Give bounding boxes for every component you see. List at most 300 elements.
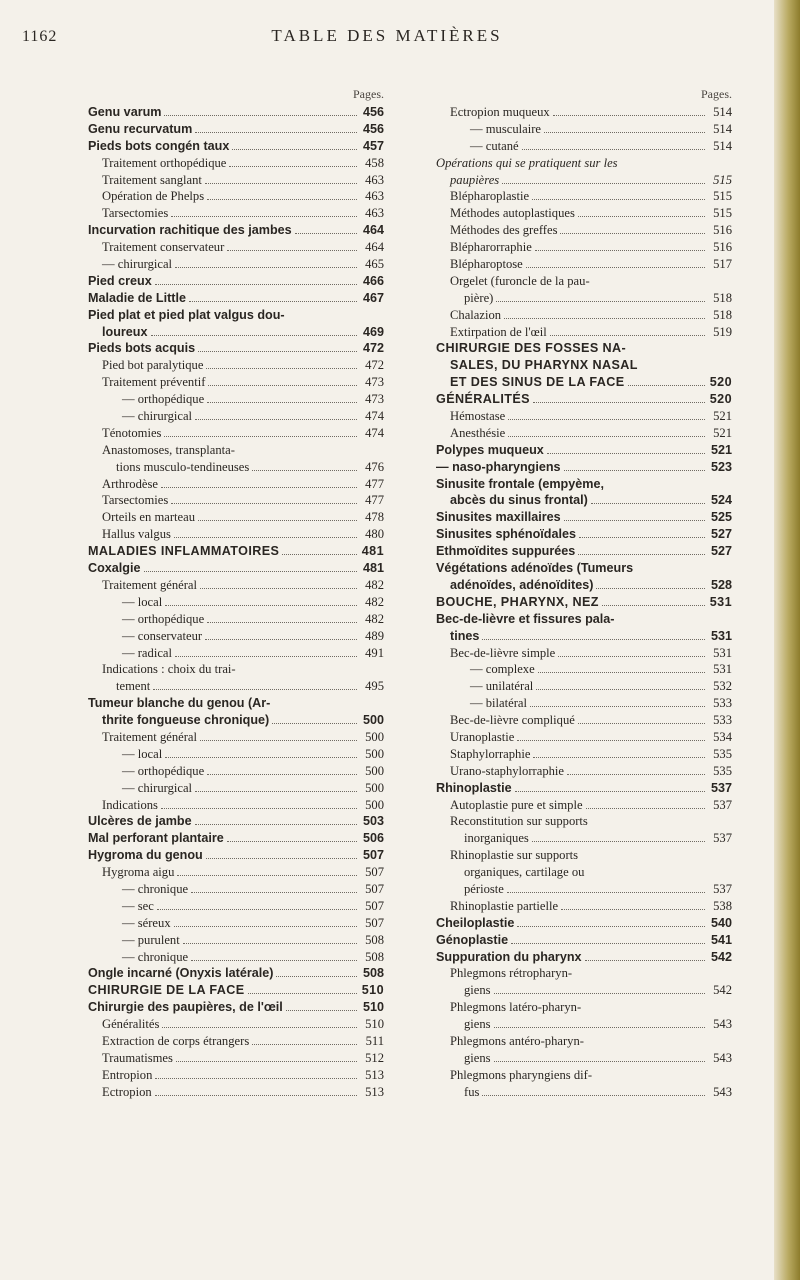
dot-leader xyxy=(155,1095,357,1096)
toc-entry-continuation xyxy=(436,577,732,593)
toc-entry-page: 506 xyxy=(362,831,384,846)
toc-entry-page: 464 xyxy=(362,223,384,238)
toc-entry-line xyxy=(450,104,732,120)
toc-entry-label: — cutané xyxy=(470,138,519,153)
toc-entry xyxy=(436,712,732,728)
toc-entry-page: 464 xyxy=(365,240,384,255)
dot-leader xyxy=(532,841,705,842)
toc-entry-page: 511 xyxy=(365,1033,384,1048)
dot-leader xyxy=(295,233,357,234)
toc-entry-label: CHIRURGIE DES FOSSES NA- xyxy=(436,341,627,356)
dot-leader xyxy=(153,689,357,690)
toc-entry-label: Opérations qui se pratiquent sur les xyxy=(436,155,618,170)
toc-entry-line xyxy=(102,1084,384,1100)
toc-entry-label: Traumatismes xyxy=(102,1050,173,1065)
toc-entry-line xyxy=(102,239,384,255)
toc-entry-label: — orthopédique xyxy=(122,611,205,626)
toc-entry-label: Hygroma aigu xyxy=(102,865,175,880)
dot-leader xyxy=(151,335,358,336)
toc-entry-line xyxy=(88,982,384,998)
dot-leader xyxy=(200,740,357,741)
toc-entry-line xyxy=(102,1033,384,1049)
toc-entry-line xyxy=(436,611,732,627)
toc-entry-label: — chirurgical xyxy=(122,780,193,795)
toc-entry-label: MALADIES INFLAMMATOIRES xyxy=(88,544,280,559)
toc-entry-label: Pied plat et pied plat valgus dou- xyxy=(88,307,285,322)
dot-leader xyxy=(227,250,357,251)
toc-entry-page: 507 xyxy=(365,881,384,896)
toc-entry xyxy=(88,661,384,694)
dot-leader xyxy=(585,960,705,961)
dot-leader xyxy=(174,537,357,538)
toc-entry-line xyxy=(122,763,384,779)
running-title: TABLE DES MATIÈRES xyxy=(271,26,503,45)
toc-entry xyxy=(88,172,384,188)
dot-leader xyxy=(502,183,705,184)
toc-entry-label: Traitement préventif xyxy=(102,375,206,390)
dot-leader xyxy=(538,672,705,673)
dot-leader xyxy=(198,351,357,352)
dot-leader xyxy=(536,689,705,690)
dot-leader xyxy=(564,520,705,521)
toc-entry-continuation xyxy=(88,324,384,340)
toc-entry-label: Ténotomies xyxy=(102,425,162,440)
toc-entry-page: 535 xyxy=(713,763,732,778)
toc-entry-label: organiques, cartilage ou xyxy=(464,865,585,880)
toc-entry-page: 532 xyxy=(713,679,732,694)
toc-entry-page: 516 xyxy=(713,223,732,238)
dot-leader xyxy=(533,402,705,403)
toc-entry xyxy=(436,273,732,306)
dot-leader xyxy=(174,926,357,927)
dot-leader xyxy=(164,115,357,116)
toc-entry-page: 463 xyxy=(365,206,384,221)
toc-entry xyxy=(88,864,384,880)
toc-entry-line xyxy=(450,222,732,238)
toc-entry xyxy=(88,273,384,289)
toc-entry xyxy=(88,813,384,829)
toc-entry-label: — local xyxy=(122,746,163,761)
toc-entry-page: 482 xyxy=(365,594,384,609)
dot-leader xyxy=(511,943,705,944)
dot-leader xyxy=(579,537,705,538)
toc-entry xyxy=(88,611,384,627)
toc-entry-page: 474 xyxy=(365,425,384,440)
toc-entry-page: 491 xyxy=(365,645,384,660)
toc-entry-page: 500 xyxy=(362,713,384,728)
dot-leader xyxy=(155,1078,357,1079)
page-number: 1162 xyxy=(22,28,58,45)
toc-entry-line xyxy=(102,729,384,745)
toc-entry-label: ET DES SINUS DE LA FACE xyxy=(450,375,625,390)
toc-entry-label: — sec xyxy=(122,898,154,913)
toc-entry-line xyxy=(88,290,384,306)
toc-entry-label: giens xyxy=(464,1017,491,1032)
toc-entry-label: Ongle incarné (Onyxis latérale) xyxy=(88,966,274,981)
toc-entry xyxy=(436,222,732,238)
toc-entry xyxy=(88,729,384,745)
toc-entry xyxy=(436,813,732,846)
dot-leader xyxy=(195,419,357,420)
toc-entry xyxy=(436,560,732,593)
toc-entry-label: SALES, DU PHARYNX NASAL xyxy=(450,358,638,373)
toc-entry-continuation xyxy=(450,290,732,306)
toc-entry-label: périoste xyxy=(464,881,504,896)
pages-column-label: Pages. xyxy=(701,87,732,101)
toc-entry xyxy=(88,797,384,813)
toc-entry-page: 457 xyxy=(362,138,384,153)
toc-entry xyxy=(436,324,732,340)
toc-entry xyxy=(88,780,384,796)
toc-entry-continuation xyxy=(450,1050,732,1066)
toc-entry-line xyxy=(436,155,732,171)
toc-entry-line xyxy=(436,949,732,965)
dot-leader xyxy=(229,166,357,167)
toc-entry-label: Rhinoplastie partielle xyxy=(450,898,559,913)
toc-entry xyxy=(436,645,732,661)
toc-entry-label: — complexe xyxy=(470,662,535,677)
toc-entry-line xyxy=(102,864,384,880)
dot-leader xyxy=(195,791,357,792)
toc-entry xyxy=(436,1067,732,1100)
dot-leader xyxy=(558,656,705,657)
toc-entry-label: — conservateur xyxy=(122,628,203,643)
toc-entry-line xyxy=(436,442,732,458)
toc-entry-label: Orteils en marteau xyxy=(102,510,196,525)
toc-entry xyxy=(436,965,732,998)
toc-entry-label: — séreux xyxy=(122,915,171,930)
toc-entry-line xyxy=(450,729,732,745)
toc-entry-label: Entropion xyxy=(102,1067,153,1082)
toc-entry-page: 521 xyxy=(710,442,732,457)
toc-entry xyxy=(88,408,384,424)
toc-entry-label: — naso-pharyngiens xyxy=(436,459,561,474)
toc-entry-line xyxy=(88,307,384,323)
dot-leader xyxy=(176,1061,357,1062)
toc-entry-label: inorganiques xyxy=(464,831,529,846)
dot-leader xyxy=(286,1010,357,1011)
dot-leader xyxy=(183,943,357,944)
toc-entry-label: Traitement général xyxy=(102,577,198,592)
dot-leader xyxy=(175,267,357,268)
toc-entry-line xyxy=(102,425,384,441)
toc-entry-line xyxy=(122,408,384,424)
toc-entry xyxy=(436,729,732,745)
dot-leader xyxy=(532,199,705,200)
dot-leader xyxy=(504,318,705,319)
toc-entry-page: 534 xyxy=(713,729,732,744)
dot-leader xyxy=(482,1095,705,1096)
dot-leader xyxy=(526,267,705,268)
page-edge-shadow xyxy=(774,0,800,1280)
toc-entry-label: Indications : choix du trai- xyxy=(102,662,236,677)
toc-entry-line xyxy=(436,560,732,576)
toc-entry xyxy=(88,560,384,576)
toc-entry-label: Extirpation de l'œil xyxy=(450,324,547,339)
toc-entry-label: Phlegmons pharyngiens dif- xyxy=(450,1067,593,1082)
toc-entry-continuation xyxy=(436,357,732,373)
toc-entry-page: 473 xyxy=(365,392,384,407)
toc-entry-page: 512 xyxy=(365,1050,384,1065)
toc-entry xyxy=(88,374,384,390)
toc-entry-line xyxy=(102,1050,384,1066)
toc-entries-right xyxy=(436,104,732,1100)
toc-entry xyxy=(88,307,384,340)
toc-entry xyxy=(88,340,384,356)
toc-entry-page: 467 xyxy=(362,290,384,305)
dot-leader xyxy=(162,1027,357,1028)
toc-entry-line xyxy=(436,476,732,492)
toc-entry-line xyxy=(436,543,732,559)
toc-entry-label: — chirurgical xyxy=(102,257,173,272)
dot-leader xyxy=(207,622,357,623)
dot-leader xyxy=(252,470,357,471)
toc-entry-line xyxy=(122,949,384,965)
toc-entry-page: 519 xyxy=(713,324,732,339)
toc-entry-continuation xyxy=(450,1084,732,1100)
toc-entry-page: 516 xyxy=(713,240,732,255)
toc-entry-label: Blépharoptose xyxy=(450,257,523,272)
toc-entry-page: 472 xyxy=(362,341,384,356)
toc-entry-page: 528 xyxy=(710,577,732,592)
toc-entry-label: — orthopédique xyxy=(122,763,205,778)
toc-entry-page: 458 xyxy=(365,155,384,170)
toc-entry-label: Chalazion xyxy=(450,307,502,322)
toc-entry-label: Ulcères de jambe xyxy=(88,814,192,829)
toc-entry-continuation xyxy=(88,712,384,728)
dot-leader xyxy=(161,808,357,809)
dot-leader xyxy=(207,402,357,403)
toc-entry-label: Genu varum xyxy=(88,105,162,119)
dot-leader xyxy=(508,419,705,420)
toc-entry-page: 510 xyxy=(365,1017,384,1032)
toc-entry-label: Staphylorraphie xyxy=(450,746,531,761)
toc-entry-page: 500 xyxy=(365,729,384,744)
toc-entry xyxy=(88,982,384,998)
toc-entry-continuation xyxy=(450,830,732,846)
dot-leader xyxy=(208,385,357,386)
toc-entry xyxy=(436,932,732,948)
dot-leader xyxy=(206,368,357,369)
toc-entry-label: Reconstitution sur supports xyxy=(450,814,588,829)
toc-entry-line xyxy=(102,1016,384,1032)
toc-entry xyxy=(88,965,384,981)
toc-entry-page: 510 xyxy=(361,983,384,998)
toc-entry-line xyxy=(436,932,732,948)
toc-entry-label: Anastomoses, transplanta- xyxy=(102,442,235,457)
toc-entry xyxy=(436,425,732,441)
toc-entry-label: Arthrodèse xyxy=(102,476,158,491)
toc-entry-label: Tarsectomies xyxy=(102,493,169,508)
toc-entry-line xyxy=(102,509,384,525)
toc-entry-continuation xyxy=(436,172,732,188)
toc-entry xyxy=(88,577,384,593)
toc-entry-continuation xyxy=(436,492,732,508)
toc-entry xyxy=(436,476,732,509)
toc-entry-page: 520 xyxy=(709,375,732,390)
dot-leader xyxy=(272,723,357,724)
toc-entry-label: Hygroma du genou xyxy=(88,848,203,863)
dot-leader xyxy=(144,571,358,572)
toc-entry xyxy=(88,594,384,610)
toc-entry-line xyxy=(122,898,384,914)
toc-entry xyxy=(436,797,732,813)
toc-entry-label: Autoplastie pure et simple xyxy=(450,797,583,812)
toc-entry-label: Hallus valgus xyxy=(102,527,171,542)
toc-entry xyxy=(88,205,384,221)
toc-entry-page: 500 xyxy=(365,763,384,778)
toc-entry-line xyxy=(122,932,384,948)
dot-leader xyxy=(157,909,357,910)
dot-leader xyxy=(494,993,705,994)
toc-entry-page: 521 xyxy=(713,425,732,440)
toc-entry xyxy=(88,509,384,525)
toc-entry-continuation xyxy=(450,881,732,897)
toc-entry xyxy=(88,1067,384,1083)
toc-entry-label: Traitement conservateur xyxy=(102,240,225,255)
toc-entry-page: 515 xyxy=(713,189,732,204)
toc-entry xyxy=(436,1033,732,1066)
toc-entry-page: 508 xyxy=(362,966,384,981)
toc-entry-line xyxy=(450,256,732,272)
toc-entry-line xyxy=(88,340,384,356)
toc-entry-label: paupières xyxy=(450,172,500,187)
toc-entry-label: Traitement orthopédique xyxy=(102,155,227,170)
toc-entry-page: 500 xyxy=(365,797,384,812)
dot-leader xyxy=(596,588,705,589)
toc-entry-page: 477 xyxy=(365,476,384,491)
toc-entry-page: 456 xyxy=(362,105,384,119)
toc-entry xyxy=(88,999,384,1015)
toc-entry-page: 507 xyxy=(362,848,384,863)
toc-entry xyxy=(88,949,384,965)
toc-entry-line xyxy=(88,560,384,576)
toc-entry-line xyxy=(436,594,732,610)
toc-entry-label: Cheiloplastie xyxy=(436,915,515,930)
toc-entry xyxy=(88,222,384,238)
toc-entry-line xyxy=(102,442,384,458)
toc-entry-line xyxy=(450,746,732,762)
dot-leader xyxy=(560,233,705,234)
toc-entry-label: Blépharoplastie xyxy=(450,189,530,204)
toc-entry-label: Sinusites maxillaires xyxy=(436,510,561,525)
toc-entry-line xyxy=(450,645,732,661)
dot-leader xyxy=(227,841,357,842)
toc-entry-line xyxy=(88,273,384,289)
toc-entry xyxy=(88,155,384,171)
toc-entry xyxy=(436,256,732,272)
toc-entry xyxy=(88,932,384,948)
toc-entry-label: Extraction de corps étrangers xyxy=(102,1033,250,1048)
toc-entry-label: Pied bot paralytique xyxy=(102,358,204,373)
toc-entry-line xyxy=(470,678,732,694)
toc-entry xyxy=(436,188,732,204)
dot-leader xyxy=(177,875,357,876)
toc-entry-line xyxy=(88,830,384,846)
toc-entry-label: Hémostase xyxy=(450,409,506,424)
toc-entry-line xyxy=(436,391,732,407)
dot-leader xyxy=(161,487,357,488)
toc-entry-page: 508 xyxy=(365,932,384,947)
toc-entry-page: 531 xyxy=(710,628,732,643)
toc-entry-label: Bec-de-lièvre et fissures pala- xyxy=(436,611,615,626)
toc-entry-label: Incurvation rachitique des jambes xyxy=(88,223,292,238)
toc-entry-label: Sinusite frontale (empyème, xyxy=(436,476,604,491)
dot-leader xyxy=(200,588,357,589)
toc-column-right xyxy=(436,84,732,1101)
toc-entry-line xyxy=(450,273,732,289)
toc-entry-label: — chirurgical xyxy=(122,409,193,424)
toc-entry-line xyxy=(102,797,384,813)
toc-entry xyxy=(436,543,732,559)
toc-entry xyxy=(88,121,384,137)
toc-entry xyxy=(88,357,384,373)
toc-entry-label: Urano-staphylorraphie xyxy=(450,763,565,778)
toc-entry-line xyxy=(122,645,384,661)
toc-entry-label: — bilatéral xyxy=(470,696,527,711)
toc-entry-label: Bec-de-lièvre compliqué xyxy=(450,713,575,728)
toc-entry-page: 495 xyxy=(365,679,384,694)
toc-entry-label: — musculaire xyxy=(470,121,541,136)
toc-entry xyxy=(436,155,732,188)
toc-entry-label: Uranoplastie xyxy=(450,729,515,744)
toc-entry-label: Pied creux xyxy=(88,273,152,288)
toc-entry xyxy=(88,695,384,728)
dot-leader xyxy=(602,605,705,606)
toc-entry-line xyxy=(436,509,732,525)
dot-leader xyxy=(508,436,705,437)
dot-leader xyxy=(282,554,357,555)
toc-entry-label: Tarsectomies xyxy=(102,206,169,221)
toc-entry xyxy=(436,594,732,610)
dot-leader xyxy=(482,639,705,640)
dot-leader xyxy=(191,892,357,893)
dot-leader xyxy=(507,892,705,893)
toc-entry-page: 518 xyxy=(713,290,732,305)
toc-entry-label: Pieds bots acquis xyxy=(88,341,196,356)
toc-entry-label: tines xyxy=(450,628,480,643)
toc-entry-page: 500 xyxy=(365,780,384,795)
toc-entry-line xyxy=(102,188,384,204)
toc-entry-line xyxy=(450,813,732,829)
toc-entry-page: 477 xyxy=(365,493,384,508)
toc-entry-label: — radical xyxy=(122,645,172,660)
page-header xyxy=(0,22,774,52)
toc-entry xyxy=(88,1084,384,1100)
toc-entry-label: Opération de Phelps xyxy=(102,189,205,204)
toc-entry-label: Ethmoïdites suppurées xyxy=(436,544,576,559)
dot-leader xyxy=(165,605,357,606)
toc-entry xyxy=(88,138,384,154)
toc-entry xyxy=(88,425,384,441)
toc-entry-page: 531 xyxy=(709,594,732,609)
toc-entry-page: 463 xyxy=(365,172,384,187)
toc-entry-page: 507 xyxy=(365,898,384,913)
toc-entry xyxy=(436,442,732,458)
toc-entry xyxy=(88,763,384,779)
toc-entry-label: tement xyxy=(116,679,151,694)
toc-entry-line xyxy=(450,239,732,255)
toc-entry-line xyxy=(450,1067,732,1083)
dot-leader xyxy=(189,301,357,302)
toc-entry xyxy=(88,526,384,542)
toc-entry xyxy=(436,408,732,424)
toc-entry xyxy=(88,1016,384,1032)
dot-leader xyxy=(578,216,705,217)
toc-entry-label: Ectropion xyxy=(102,1084,152,1099)
toc-entry-page: 513 xyxy=(365,1084,384,1099)
toc-entry xyxy=(436,949,732,965)
